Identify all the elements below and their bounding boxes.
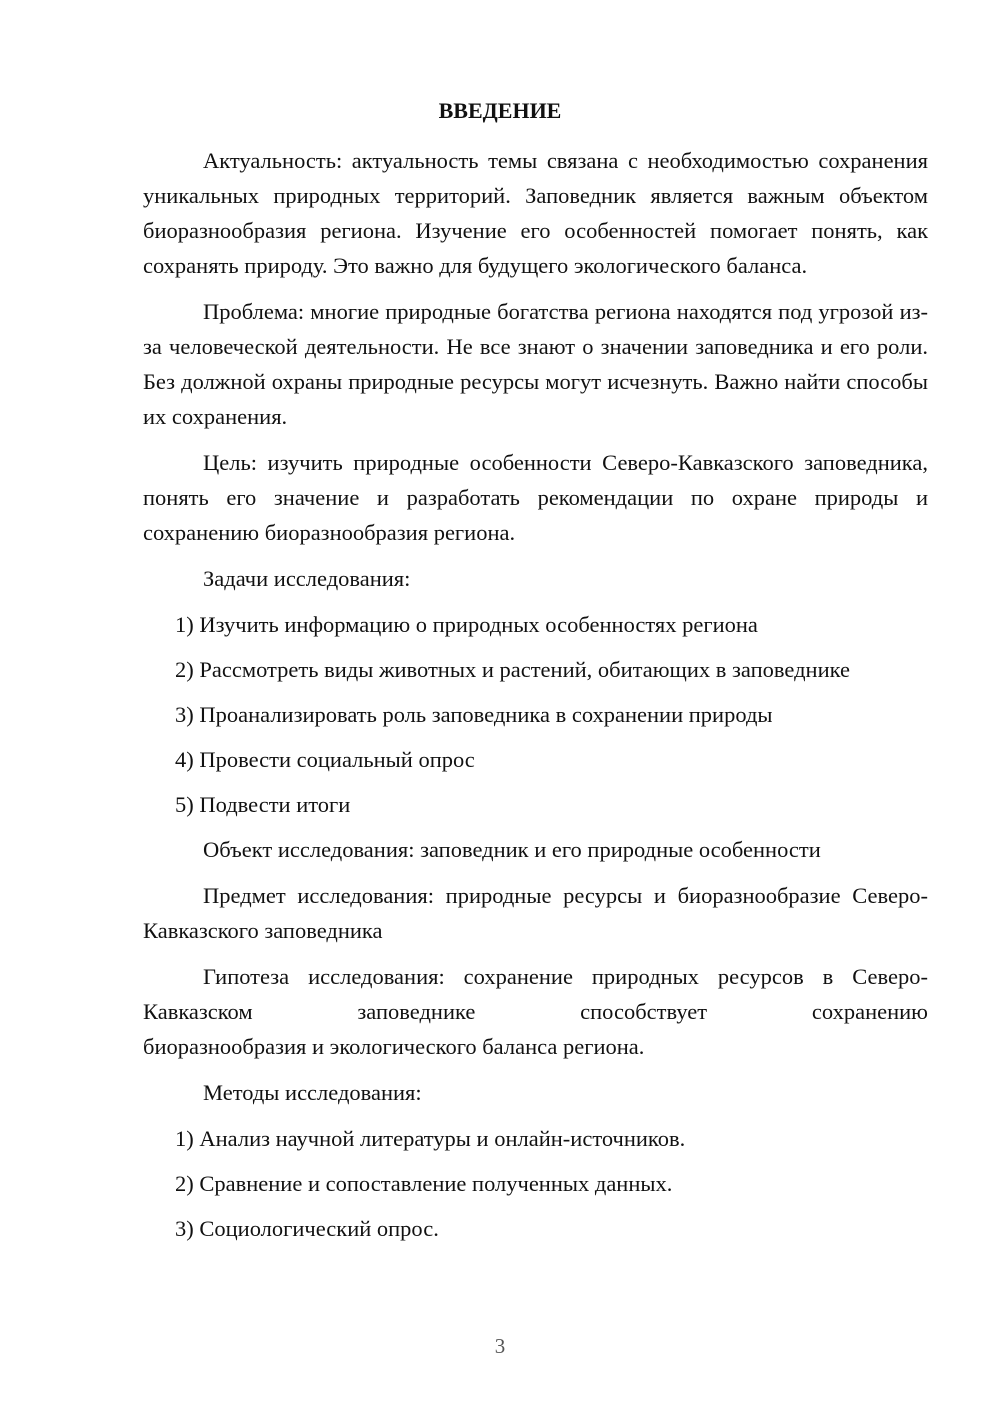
method-item: 2) Сравнение и сопоставление полученных данных.: [175, 1171, 673, 1196]
task-item: 4) Провести социальный опрос: [175, 747, 475, 772]
method-item: 3) Социологический опрос.: [175, 1216, 439, 1241]
paragraph-hypothesis: Гипотеза исследования: сохранение природных ресурсов в Северо-Кавказском заповеднике способствует сохранению: [143, 964, 928, 1024]
task-item: 5) Подвести итоги: [175, 792, 351, 817]
paragraph-goal: Цель: изучить природные особенности Северо-Кавказского заповедника, понять его значение и разработать рекомендации по охране природы и сохранению биоразнообразия региона.: [143, 450, 928, 545]
tasks-heading: Задачи исследования:: [203, 566, 411, 591]
task-item: 1) Изучить информацию о природных особенностях региона: [175, 612, 758, 637]
paragraph-subject: Предмет исследования: природные ресурсы и биоразнообразие Северо-Кавказского заповедника: [143, 883, 928, 943]
page-title: ВВЕДЕНИЕ: [438, 98, 562, 123]
paragraph-problem: Проблема: многие природные богатства региона находятся под угрозой из-за человеческой деятельности. Не все знают о значении заповедника и его роли. Без должной охраны природные ресурсы могут исчезнуть. Важно найти способы их сохранения.: [143, 299, 928, 429]
method-item: 1) Анализ научной литературы и онлайн-источников.: [175, 1126, 686, 1151]
paragraph-hypothesis-end: биоразнообразия и экологического баланса региона.: [143, 1034, 645, 1059]
body-text: [143, 143, 928, 1256]
methods-heading: Методы исследования:: [203, 1080, 422, 1105]
paragraph-relevance: Актуальность: актуальность темы связана с необходимостью сохранения уникальных природных территорий. Заповедник является важным объектом биоразнообразия региона. Изучение его особенностей помогает понять, как сохранять природу. Это важно для будущего экологического баланса.: [143, 148, 928, 278]
task-item: 3) Проанализировать роль заповедника в сохранении природы: [175, 702, 773, 727]
paragraph-object: Объект исследования: заповедник и его природные особенности: [203, 837, 821, 862]
task-item: 2) Рассмотреть виды животных и растений, обитающих в заповеднике: [175, 657, 850, 682]
page-number: 3: [494, 1334, 506, 1358]
